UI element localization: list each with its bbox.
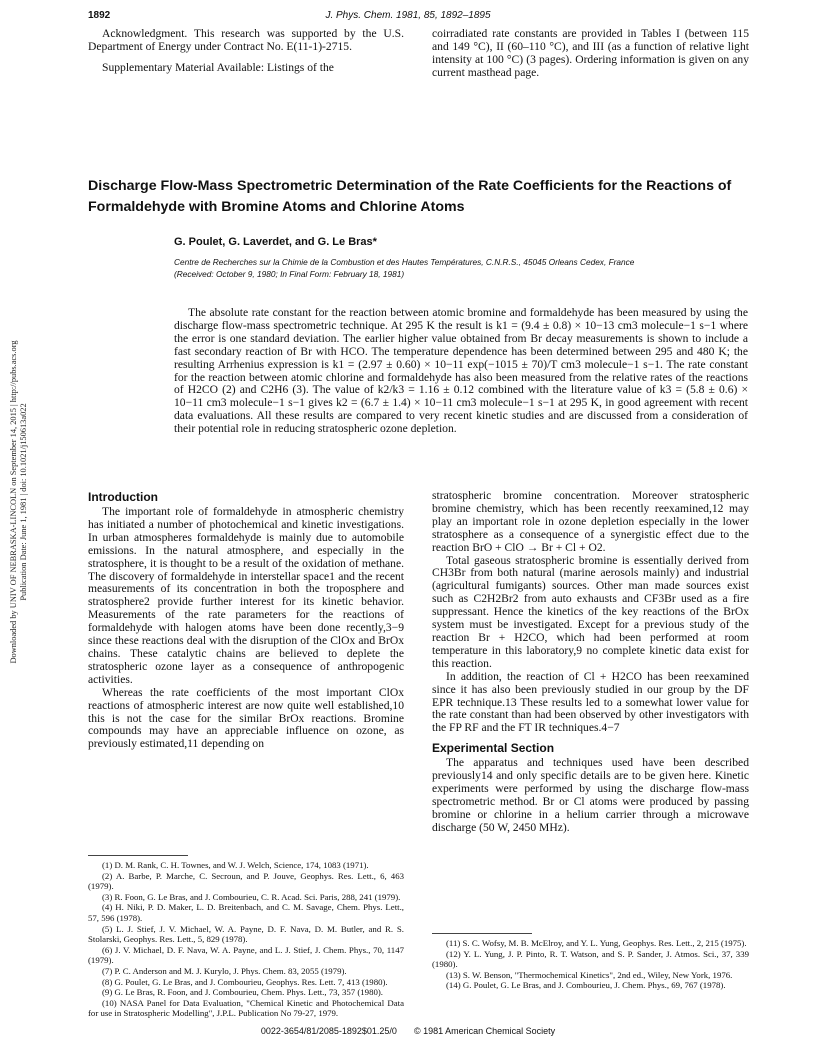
reference-item: (10) NASA Panel for Data Evaluation, "Chemical Kinetic and Photochemical Data for use in Stratospheric Modelling", J.P.L. Publication No 79-27, 1979. xyxy=(88,997,404,1019)
reference-item: (11) S. C. Wofsy, M. B. McElroy, and Y. L. Yung, Geophys. Res. Lett., 2, 215 (1975). xyxy=(446,938,747,948)
publication-line: Publication Date: June 1, 1981 | doi: 10.1021/j150613a022 xyxy=(19,403,28,601)
intro-paragraph: Whereas the rate coefficients of the most important ClOx reactions of atmospheric interest are now quite well established,10 this is not the case for the similar BrOx reactions. Bromine compounds may have an appreciable influence on ozone, as previously estimated,11 depending on xyxy=(88,685,404,751)
reference-item: (7) P. C. Anderson and M. J. Kurylo, J. Phys. Chem. 83, 2055 (1979). xyxy=(102,965,347,976)
reference-item: (13) S. W. Benson, "Thermochemical Kinetics", 2nd ed., Wiley, New York, 1976. xyxy=(446,969,733,980)
journal-header: J. Phys. Chem. 1981, 85, 1892–1895 xyxy=(325,10,491,21)
reference-item: (5) L. J. Stief, J. V. Michael, W. A. Payne, D. F. Nava, D. M. Butler, and R. S. Stolarski, Geophys. Res. Lett., 5, 829 (1978). xyxy=(88,923,404,945)
prev-article-left xyxy=(88,28,404,75)
footer-code: 0022-3654/81/2085-1892$01.25/0 xyxy=(260,1026,397,1036)
abstract-text: The absolute rate constant for the reaction between atomic bromine and formaldehyde has been measured by using the discharge flow-mass spectrometric technique. At 295 K the result is k1 = (9.4 ± 0.8) × 10−13 cm3 molecule−1 s−1 where the error is one standard deviation. The earlier higher value obtained from Br decay measurements is shown to include a fast secondary reaction of Br with HCO. The temperature dependence has been determined between 295 and 480 K; the resulting Arrhenius expression is k1 = (2.97 ± 0.60) × 10−11 exp(−1015 ± 70)/T cm3 molecule−1 s−1. The rate constant for the reaction between atomic chlorine and formaldehyde has also been measured from the relative rates of the reactions of H2CO (2) and C2H6 (3). The value of k2/k3 = 1.16 ± 0.12 combined with the literature value of k3 = (5.8 ± 0.6) × 10−11 cm3 molecule−1 s−1 gives k2 = (6.7 ± 1.4) × 10−11 cm3 molecule−1 s−1 at 295 K, in good agreement with recent data evaluations. All these results are compared to very recent kinetic studies and are discussed from a consideration of their potential role in reducing stratospheric ozone depletion. xyxy=(174,306,748,436)
reference-item: (14) G. Poulet, G. Le Bras, and J. Combourieu, J. Chem. Phys., 69, 767 (1978). xyxy=(446,980,726,991)
reference-item: (8) G. Poulet, G. Le Bras, and J. Combourieu, Geophys. Res. Lett. 7, 413 (1980). xyxy=(102,976,388,987)
download-notice xyxy=(9,262,29,742)
intro-paragraph: Total gaseous stratospheric bromine is essentially derived from CH3Br from both natural (marine aerosols mainly) and industrial (agricultural fumigants) sources. Other man made sources exist such as C2H2Br2 from auto exhausts and CF3Br used as a fire suppressant. Hence the kinetics of the key reactions of the BrOx system must be investigated. Except for a previous study of the reaction Br + H2CO, which had been performed at room temperature in this laboratory,9 no complete kinetic data exist for this reaction. xyxy=(432,553,749,670)
acknowledgment: Acknowledgment. This research was supported by the U.S. Department of Energy under Contract No. E(11-1)-2715. xyxy=(88,27,404,53)
experimental-paragraph: The apparatus and techniques used have been described previously14 and only specific details are to be given here. Kinetic experiments were performed by using the discharge flow-mass spectrometric method. Br or Cl atoms were produced by passing bromine or chlorine in a helium carrier through a microwave discharge (50 W, 2450 MHz). xyxy=(432,756,749,834)
reference-item: (4) H. Niki, P. D. Maker, L. D. Breitenbach, and C. M. Savage, Chem. Phys. Lett., 57, 596 (1978). xyxy=(88,902,404,923)
download-line: Downloaded by UNIV OF NEBRASKA-LINCOLN on September 14, 2015 | http://pubs.acs.org xyxy=(9,340,18,664)
authors: G. Poulet, G. Laverdet, and G. Le Bras* xyxy=(174,236,377,248)
intro-paragraph: In addition, the reaction of Cl + H2CO has been reexamined since it has also been previously studied in our group by the DF EPR technique.13 These results led to a somewhat lower value for the rate constant than had been observed by other investigators with the FP RF and the FT IR techniques.4−7 xyxy=(432,669,749,735)
supplementary-material: Supplementary Material Available: Listings of the xyxy=(102,60,334,74)
reference-item: (2) A. Barbe, P. Marche, C. Secroun, and P. Jouve, Geophys. Res. Lett., 6, 463 (1979). xyxy=(88,870,404,892)
reference-item: (3) R. Foon, G. Le Bras, and J. Combourieu, C. R. Acad. Sci. Paris, 288, 241 (1979). xyxy=(102,891,401,902)
prev-article-right xyxy=(432,28,749,80)
footer-copyright: © 1981 American Chemical Society xyxy=(413,1026,556,1036)
abstract xyxy=(174,307,748,436)
affiliation: Centre de Recherches sur la Chimie de la Combustion et des Hautes Températures, C.N.R.S., 45045 Orleans Cedex, France xyxy=(174,257,635,267)
introduction-heading: Introduction xyxy=(88,490,158,504)
reference-item: (6) J. V. Michael, D. F. Nava, W. A. Payne, and L. J. Stief, J. Chem. Phys., 70, 1147 (1979). xyxy=(88,944,404,966)
intro-paragraph: stratospheric bromine concentration. Moreover stratospheric bromine chemistry, which has been recently reexamined,12 may play an important role in ozone depletion especially in the lower stratosphere as a consequence of a synergistic effect due to the reaction BrO + ClO → Br + Cl + O2. xyxy=(432,489,749,554)
received-dates: (Received: October 9, 1980; In Final Form: February 18, 1981) xyxy=(174,269,405,279)
page-number: 1892 xyxy=(88,10,111,21)
intro-paragraph: The important role of formaldehyde in atmospheric chemistry has initiated a number of photochemical and kinetic investigations. In urban atmospheres formaldehyde is mainly due to automobile emissions. In the natural atmosphere, and especially in the stratosphere, it is thought to be a result of the oxidation of methane. The discovery of formaldehyde in interstellar space1 and the recent measurements of its concentration in both the troposphere and stratosphere2 provide further interest for its kinetic behavior. Measurements of the rate parameters for the reactions of formaldehyde with halogen atoms have been done recently,3−9 since these reactions deal with the disruption of the ClOx and BrOx chains. These catalytic chains are believed to deplete the stratospheric ozone layer as a consequence of anthropogenic activities. xyxy=(88,505,404,686)
reference-item: (12) Y. L. Yung, J. P. Pinto, R. T. Watson, and S. P. Sander, J. Atmos. Sci., 37, 339 (1980). xyxy=(432,948,749,970)
supplementary-continuation: coirradiated rate constants are provided in Tables I (between 115 and 149 °C), II (60–110 °C), and III (as a function of relative light intensity at 100 °C) (3 pages). Ordering information is given on any current masthead page. xyxy=(432,27,749,79)
footnote-rule xyxy=(432,933,532,934)
footer xyxy=(0,1026,816,1036)
download-sidebar xyxy=(4,260,28,740)
reference-item: (9) G. Le Bras, R. Foon, and J. Combourieu, Chem. Phys. Lett., 73, 357 (1980). xyxy=(102,987,383,998)
body-left-column xyxy=(88,490,404,751)
body-right-column xyxy=(432,490,749,835)
footnote-rule xyxy=(88,855,188,856)
references-left xyxy=(88,860,404,1019)
references-right xyxy=(432,938,749,991)
article-title: Discharge Flow-Mass Spectrometric Determination of the Rate Coefficients for the Reactions of Formaldehyde with Bromine Atoms and Chlorine Atoms xyxy=(88,178,732,215)
experimental-heading: Experimental Section xyxy=(432,741,555,756)
reference-item: (1) D. M. Rank, C. H. Townes, and W. J. Welch, Science, 174, 1083 (1971). xyxy=(102,860,369,870)
